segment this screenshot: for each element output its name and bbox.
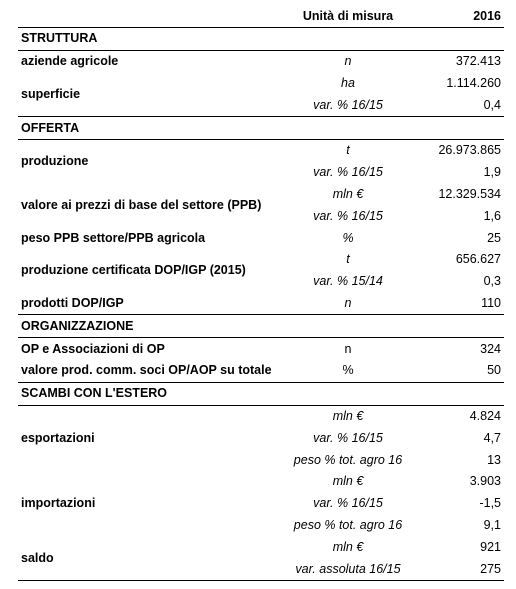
- unit-cell: mln €: [332, 474, 364, 489]
- value-cell: 921: [480, 539, 501, 554]
- table-header: [18, 6, 504, 28]
- table-row: [18, 293, 504, 315]
- table-row: [18, 360, 504, 382]
- value-cell: 0,4: [483, 97, 501, 112]
- value-cell: 110: [481, 295, 501, 310]
- value-cell: 3.903: [469, 474, 501, 489]
- row-label: superficie: [21, 86, 81, 101]
- value-cell: 26.973.865: [438, 143, 501, 158]
- row-label: produzione certificata DOP/IGP (2015): [21, 263, 246, 278]
- table-row: [18, 405, 504, 427]
- section-title: STRUTTURA: [18, 28, 504, 51]
- value-cell: -1,5: [479, 496, 501, 511]
- unit-cell: mln €: [332, 539, 364, 554]
- section-header-row: [18, 382, 504, 405]
- unit-cell: n: [344, 54, 352, 69]
- section-header-row: [18, 28, 504, 51]
- table-row: [18, 139, 504, 161]
- row-label: esportazioni: [21, 430, 95, 445]
- header-row: [18, 6, 504, 28]
- section-title: OFFERTA: [18, 117, 504, 140]
- unit-cell: var. % 16/15: [313, 208, 383, 223]
- table-row: [18, 249, 504, 271]
- value-cell: 1.114.260: [446, 75, 501, 90]
- row-label: OP e Associazioni di OP: [21, 341, 165, 356]
- unit-cell: var. % 16/15: [313, 97, 383, 112]
- row-label: aziende agricole: [21, 54, 119, 69]
- value-cell: 25: [487, 230, 501, 245]
- header-year: 2016: [422, 6, 504, 28]
- unit-cell: mln €: [332, 408, 364, 423]
- unit-cell: t: [346, 143, 350, 158]
- unit-cell: mln €: [332, 186, 364, 201]
- header-unit: Unità di misura: [274, 6, 422, 28]
- table-row: [18, 184, 504, 206]
- unit-cell: peso % tot. agro 16: [293, 517, 403, 532]
- unit-cell: %: [342, 230, 354, 245]
- row-label: peso PPB settore/PPB agricola: [21, 230, 206, 245]
- section-header-row: [18, 315, 504, 338]
- row-label: prodotti DOP/IGP: [21, 295, 124, 310]
- table-row: [18, 50, 504, 72]
- unit-cell: %: [342, 363, 354, 378]
- unit-cell: var. assoluta 16/15: [274, 558, 422, 580]
- section-title: ORGANIZZAZIONE: [18, 315, 504, 338]
- value-cell: 656.627: [455, 252, 501, 267]
- unit-cell: t: [346, 252, 350, 267]
- unit-cell: n: [344, 341, 352, 356]
- header-blank-cell: [18, 6, 274, 28]
- unit-cell: var. % 16/15: [313, 496, 383, 511]
- value-cell: 50: [487, 363, 501, 378]
- value-cell: 372.413: [455, 54, 501, 69]
- unit-cell: n: [344, 295, 352, 310]
- row-label: valore prod. comm. soci OP/AOP su totale: [21, 363, 272, 378]
- value-cell: 13: [487, 452, 501, 467]
- unit-cell: ha: [341, 75, 355, 90]
- table-row: [18, 536, 504, 558]
- table-body: [18, 28, 504, 581]
- table-row: [18, 471, 504, 493]
- section-title: SCAMBI CON L'ESTERO: [18, 382, 504, 405]
- unit-cell: peso % tot. agro 16: [293, 452, 403, 467]
- value-cell: 324: [480, 341, 501, 356]
- row-label: importazioni: [21, 496, 96, 511]
- value-cell: 4,7: [483, 430, 501, 445]
- value-cell: 9,1: [483, 517, 501, 532]
- unit-cell: var. % 15/14: [313, 274, 383, 289]
- table-row: [18, 227, 504, 249]
- row-label: produzione: [21, 154, 89, 169]
- section-header-row: [18, 117, 504, 140]
- row-label: valore ai prezzi di base del settore (PPB): [21, 197, 262, 212]
- value-cell: 1,9: [483, 165, 501, 180]
- unit-cell: var. % 16/15: [313, 165, 383, 180]
- agricultural-sector-table: [18, 6, 504, 581]
- table-row: [18, 73, 504, 95]
- value-cell: 4.824: [469, 408, 501, 423]
- value-cell: 275: [422, 558, 504, 580]
- value-cell: 12.329.534: [438, 186, 501, 201]
- unit-cell: var. % 16/15: [313, 430, 383, 445]
- row-label: saldo: [18, 536, 274, 580]
- value-cell: 1,6: [483, 208, 501, 223]
- table-row: [18, 338, 504, 360]
- value-cell: 0,3: [483, 274, 501, 289]
